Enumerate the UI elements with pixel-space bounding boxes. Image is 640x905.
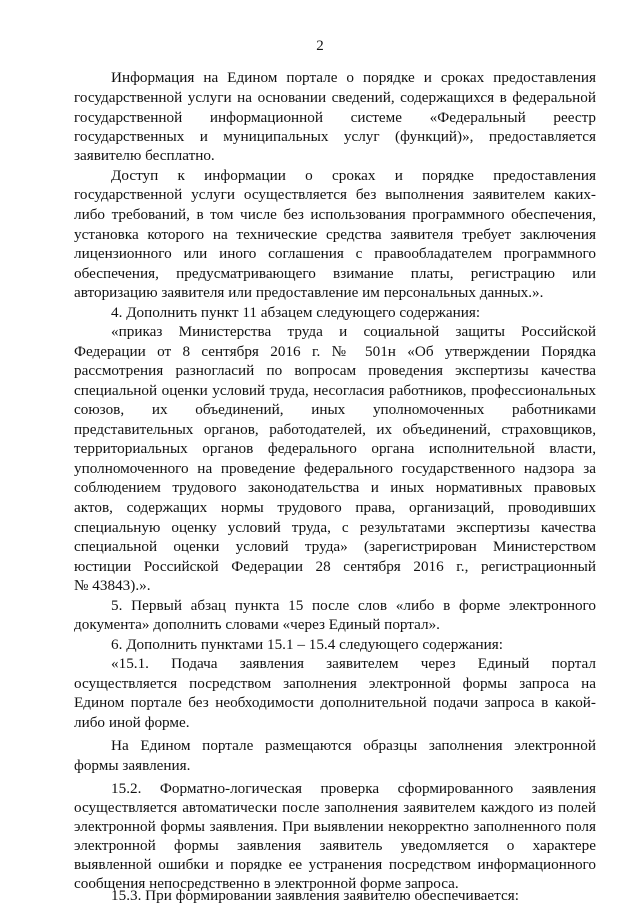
text-line: обеспечения, предусматривающего взимание платы, регистрацию или — [74, 265, 596, 282]
text-line: государственных и муниципальных услуг (функций)», предоставляется — [74, 128, 596, 145]
text-line: сообщения непосредственно в электронной форме запроса. — [74, 875, 459, 892]
text-line: 15.3. При формировании заявления заявителю обеспечивается: — [111, 887, 519, 904]
text-line: соблюдением трудового законодательства и иных нормативных правовых — [74, 479, 596, 496]
text-line: документа» дополнить словами «через Единый портал». — [74, 616, 440, 633]
text-line: представительных органов, работодателей, их объединений, страховщиков, — [74, 421, 596, 438]
text-line: актов, содержащих нормы трудового права, организаций, проводивших — [74, 499, 596, 516]
text-line: «15.1. Подача заявления заявителем через Единый портал — [111, 655, 596, 672]
text-line: 15.2. Форматно-логическая проверка сформированного заявления — [111, 780, 596, 797]
text-line: авторизацию заявителя или предоставление им персональных данных.». — [74, 284, 544, 301]
text-line: либо иной форме. — [74, 714, 190, 731]
text-line: 4. Дополнить пункт 11 абзацем следующего содержания: — [111, 304, 481, 321]
text-line: электронной формы заявления заявитель уведомляется о характере — [74, 837, 596, 854]
text-line: территориальных органов федерального органа исполнительной власти, — [74, 440, 596, 457]
page-number: 2 — [316, 38, 324, 54]
text-line: выявленной ошибки и порядке ее устранения посредством информационного — [74, 856, 596, 873]
text-line: Федерации от 8 сентября 2016 г. № 501н «Об утверждении Порядка — [74, 343, 596, 360]
text-line: государственной услуги на основании сведений, содержащихся в федеральной — [74, 89, 596, 106]
text-line: государственной информационной системе «Федеральный реестр — [74, 109, 596, 126]
text-line: специальной оценки условий труда, несогласия работников, профессиональных — [74, 382, 596, 399]
text-line: установка которого на технические средства заявителя требует заключения — [74, 226, 596, 243]
text-line: осуществляется посредством заполнения электронной формы запроса на — [74, 675, 596, 692]
text-line: юстиции Российской Федерации 28 сентября 2016 г., регистрационный — [74, 558, 596, 575]
text-line: либо требований, в том числе без использования программного обеспечения, — [74, 206, 596, 223]
text-line: электронной формы заявления. При выявлении некорректно заполненного поля — [74, 818, 596, 835]
text-line: рассмотрения разногласий по вопросам проведения экспертизы качества — [74, 362, 596, 379]
text-line: государственной услуги осуществляется без выполнения заявителем каких- — [74, 186, 596, 203]
text-line: специальной оценки условий труда» (зарегистрирован Министерством — [74, 538, 596, 555]
text-line: Доступ к информации о сроках и порядке предоставления — [111, 167, 596, 184]
text-line: лицензионного или иного соглашения с правообладателем программного — [74, 245, 596, 262]
text-line: «приказ Министерства труда и социальной защиты Российской — [111, 323, 596, 340]
text-line: специальную оценку условий труда, с результатами экспертизы качества — [74, 519, 596, 536]
text-line: Информация на Едином портале о порядке и сроках предоставления — [111, 69, 596, 86]
text-line: Едином портале без необходимости дополнительной подачи запроса в какой- — [74, 694, 596, 711]
text-line: союзов, их объединений, иных уполномоченных работниками — [74, 401, 596, 418]
text-line: заявителю бесплатно. — [74, 147, 215, 164]
text-line: осуществляется автоматически после заполнения заявителем каждого из полей — [74, 799, 596, 816]
text-line: 6. Дополнить пунктами 15.1 – 15.4 следующего содержания: — [111, 636, 503, 653]
text-line: формы заявления. — [74, 757, 191, 774]
text-line: № 43843).». — [74, 577, 151, 594]
text-line: 5. Первый абзац пункта 15 после слов «либо в форме электронного — [111, 597, 596, 614]
text-line: уполномоченного на проведение федерального государственного надзора за — [74, 460, 596, 477]
text-line: На Едином портале размещаются образцы заполнения электронной — [111, 737, 596, 754]
